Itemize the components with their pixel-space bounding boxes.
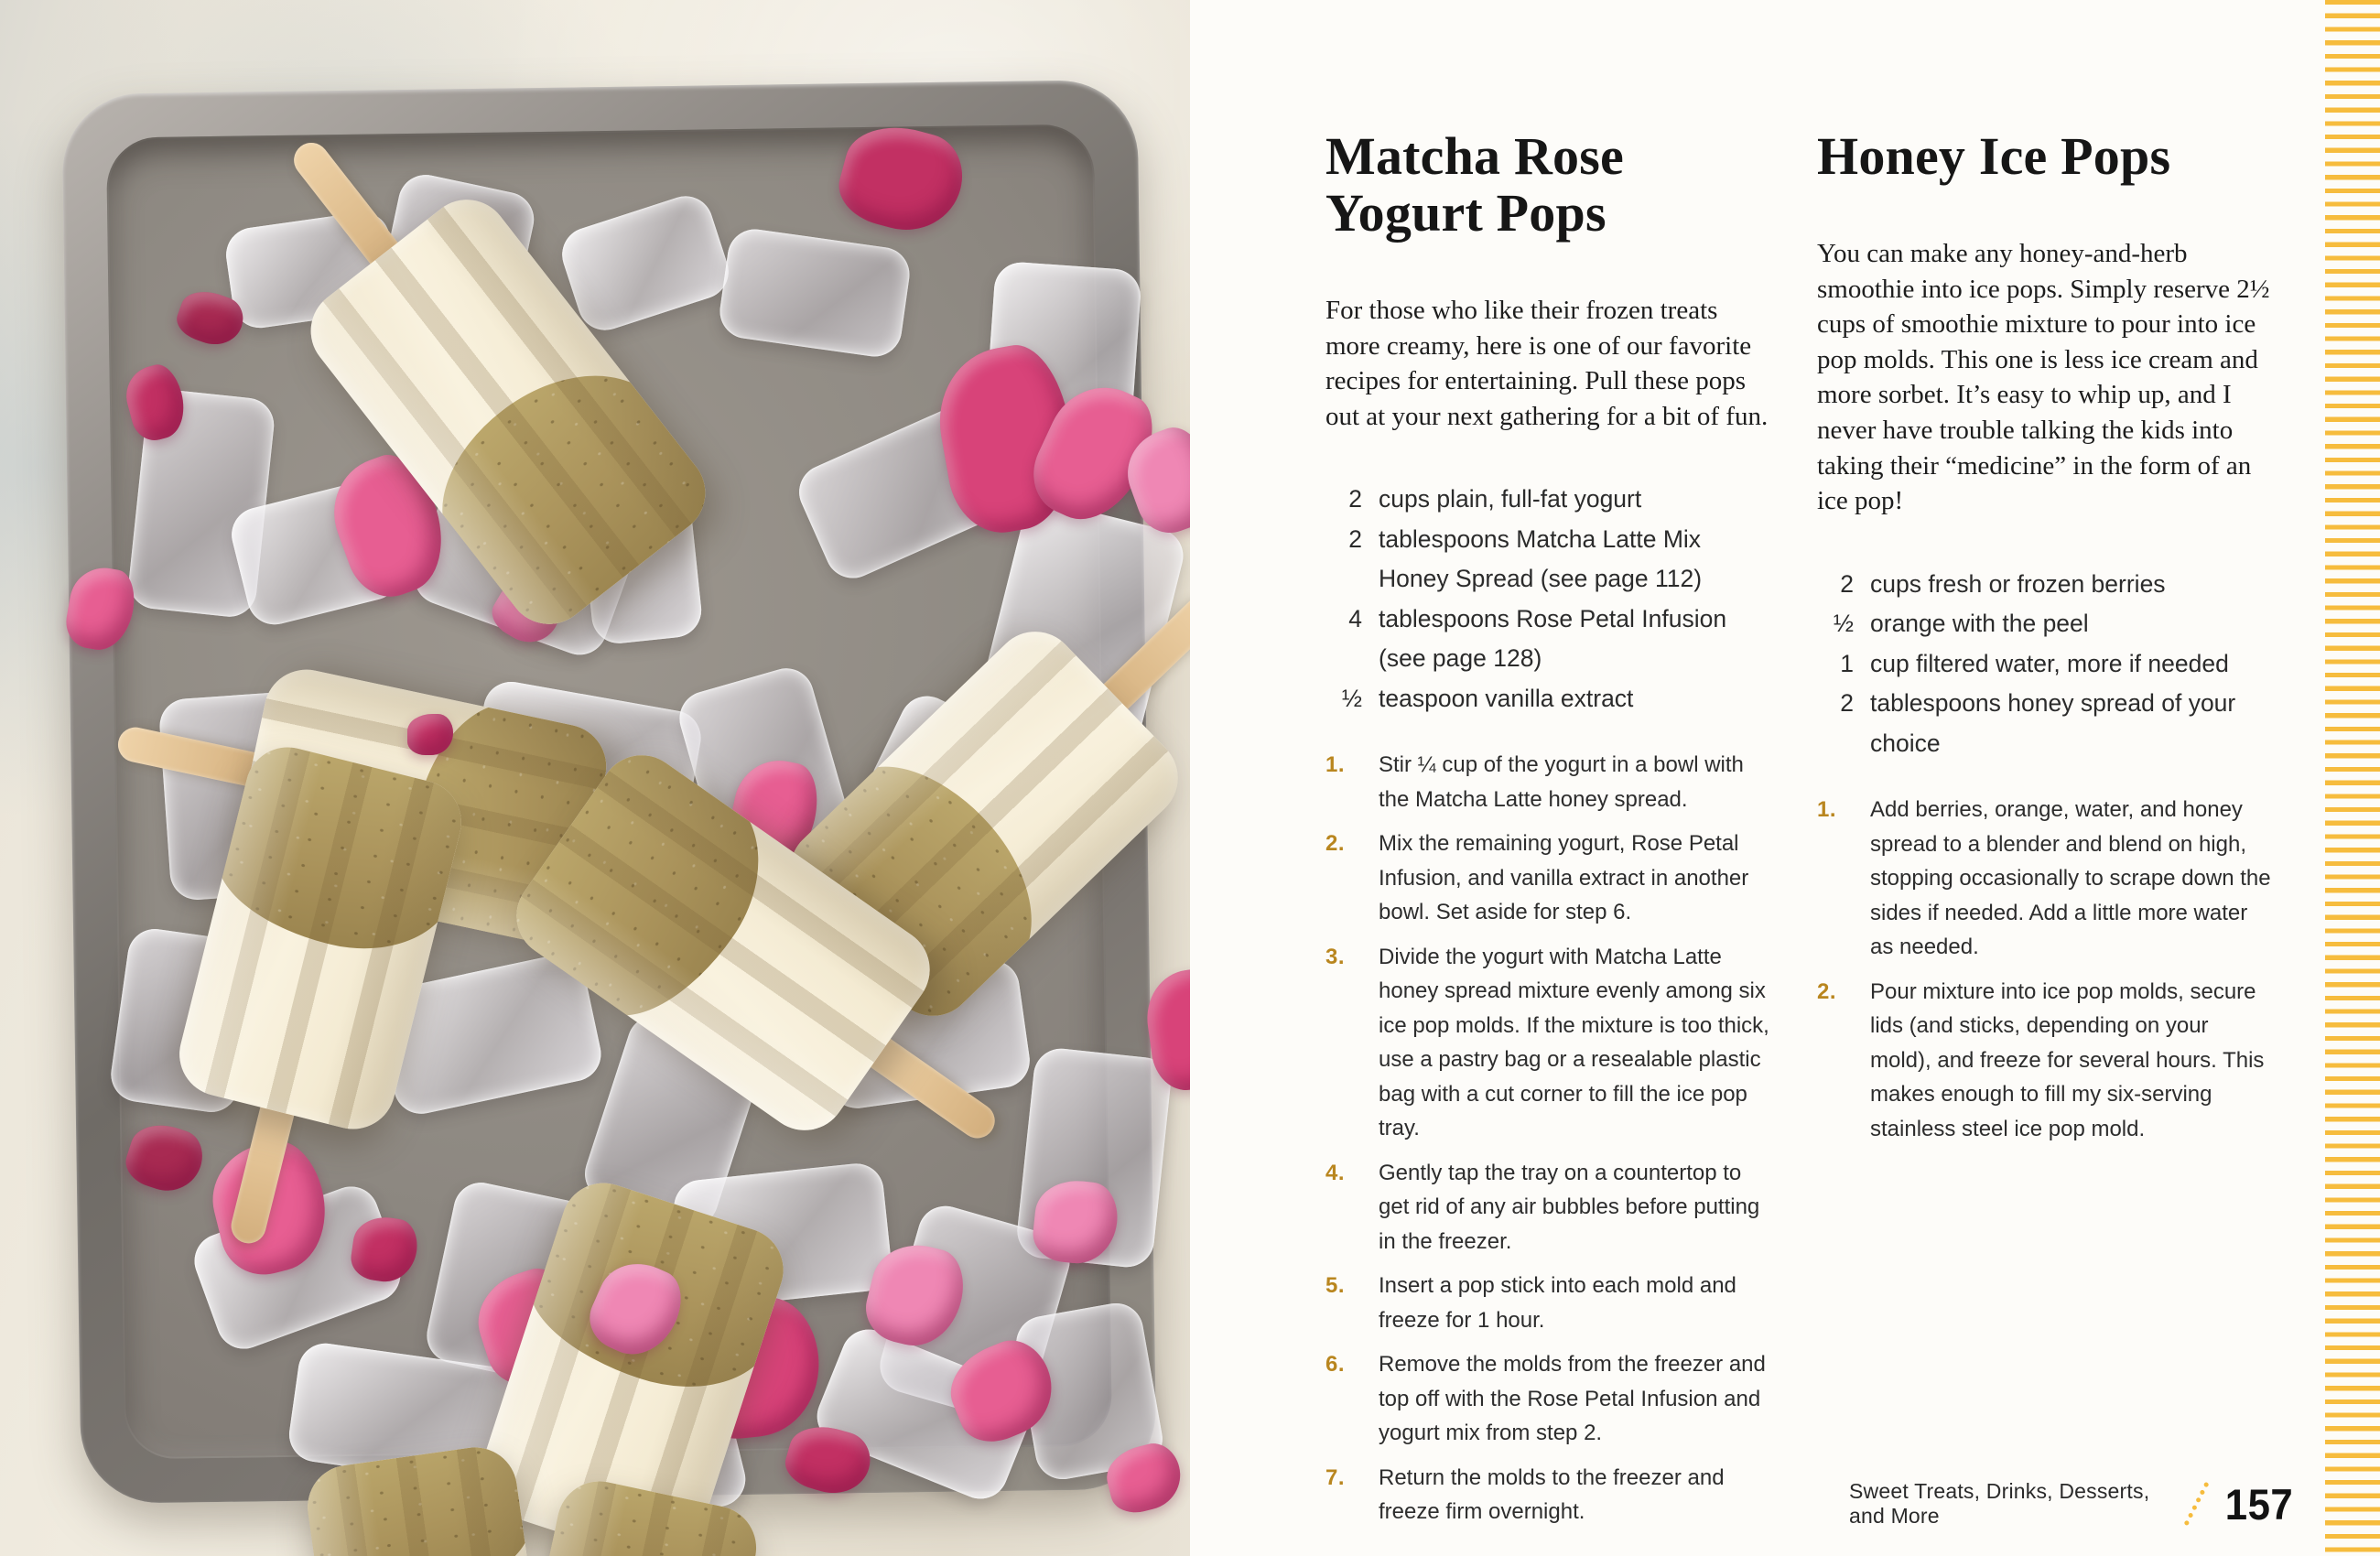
recipe-step [1325,940,1776,1146]
ingredient-row [1325,679,1776,719]
ingredient-quantity: 2 [1348,524,1362,553]
recipe-step [1325,1269,1776,1337]
page-number: 157 [2224,1479,2294,1529]
step-number: 5. [1325,1273,1346,1299]
step-number: 7. [1325,1464,1346,1490]
step-list [1817,793,2275,1146]
step-number: 1. [1817,797,1837,823]
ingredient-text: cups plain, full-fat yogurt [1379,485,1642,513]
step-text: Remove the molds from the freezer and top off with the Rose Petal Infusion and yogurt mix from step 2. [1379,1352,1766,1446]
step-number: 6. [1325,1352,1346,1378]
ingredient-text: orange with the peel [1870,610,2089,638]
ingredient-row [1817,684,2275,763]
ingredient-row [1817,604,2275,644]
ingredient-list [1817,565,2275,764]
ingredient-quantity: 2 [1840,569,1854,598]
recipe-intro: For those who like their frozen treats more creamy, here is one of our favorite recipes for entertaining. Pull these pops out at your next gathering for a bit of fun. [1325,296,1769,431]
ingredient-text: tablespoons Rose Petal Infusion (see page 128) [1379,604,1727,673]
recipe-column-honey-ice-pops [1817,128,2275,1156]
ingredient-quantity: 4 [1348,604,1362,632]
recipe-title: Matcha Rose Yogurt Pops [1325,126,1624,243]
step-number: 3. [1325,944,1346,969]
recipe-step [1817,793,2275,965]
rose-petal [407,714,453,755]
ingredient-quantity: ½ [1833,610,1854,638]
ingredient-row [1325,480,1776,520]
ingredient-text: cup filtered water, more if needed [1870,649,2229,677]
step-text: Insert a pop stick into each mold and freeze for 1 hour. [1379,1273,1736,1333]
step-text: Stir ¼ cup of the yogurt in a bowl with the Matcha Latte honey spread. [1379,752,1744,812]
ingredient-quantity: 2 [1840,689,1854,718]
step-number: 2. [1325,831,1346,857]
ingredient-quantity: 1 [1840,649,1854,677]
recipe-column-matcha-rose [1325,128,1776,1540]
ingredient-quantity: ½ [1341,684,1362,712]
recipe-step [1325,748,1776,816]
step-text: Return the molds to the freezer and freeze firm overnight. [1379,1464,1725,1525]
step-text: Divide the yogurt with Matcha Latte honey spread mixture evenly among six ice pop molds. If the mixture is too thick, use a pastry bag or a resealable plastic bag with a cut corner to fill the ice pop tray. [1379,944,1769,1141]
ingredient-row [1817,565,2275,605]
recipe-step [1325,827,1776,930]
step-text: Mix the remaining yogurt, Rose Petal Infusion, and vanilla extract in another bowl. Set aside for step 6. [1379,831,1749,925]
recipe-title: Honey Ice Pops [1817,126,2171,186]
step-number: 1. [1325,752,1346,778]
dotted-slash-icon [2184,1482,2210,1527]
recipe-step [1325,1156,1776,1259]
recipe-step [1817,975,2275,1147]
ingredient-text: cups fresh or frozen berries [1870,569,2166,598]
step-number: 2. [1817,978,1837,1004]
recipe-step [1325,1347,1776,1451]
ingredient-list [1325,480,1776,719]
step-text: Pour mixture into ice pop molds, secure lids (and sticks, depending on your mold), and freeze for several hours. This makes enough to fill my six-serving stainless steel ice pop mold. [1870,978,2265,1141]
ingredient-text: tablespoons Matcha Latte Mix Honey Spread (see page 112) [1379,524,1703,593]
ingredient-row [1325,520,1776,600]
ingredient-quantity: 2 [1348,485,1362,513]
footer-section-title: Sweet Treats, Drinks, Desserts, and More [1849,1479,2150,1528]
ingredient-text: tablespoons honey spread of your choice [1870,689,2236,757]
step-text: Add berries, orange, water, and honey spread to a blender and blend on high, stopping occasionally to scrape down the sides if needed. Add a little more water as needed. [1870,797,2271,960]
ingredient-text: teaspoon vanilla extract [1379,684,1634,712]
recipe-intro: You can make any honey-and-herb smoothie into ice pops. Simply reserve 2½ cups of smoothie mixture to pour into ice pop molds. This one is less ice cream and more sorbet. It’s easy to whip up, and I never have trouble talking the kids into taking their “medicine” in the form of an ice pop! [1817,239,2270,516]
step-text: Gently tap the tray on a countertop to get rid of any air bubbles before putting in the freezer. [1379,1160,1760,1254]
recipe-step [1325,1461,1776,1529]
ingredient-row [1817,644,2275,685]
page-footer [1849,1472,2296,1536]
step-list [1325,748,1776,1529]
step-number: 4. [1325,1160,1346,1185]
striped-edge-band [2325,0,2380,1556]
ingredient-row [1325,600,1776,679]
